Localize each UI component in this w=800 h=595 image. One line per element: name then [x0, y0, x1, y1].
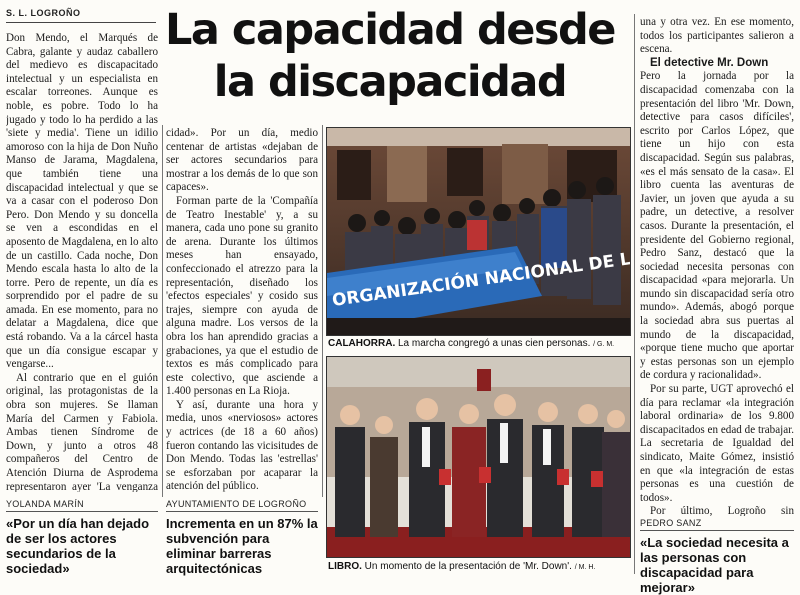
paragraph: cidad». Por un día, medio centenar de artistas «dejaban de ser actores secundarios para mostrar a los demás de lo que son capaces».: [166, 127, 318, 194]
section-subhead: El detective Mr. Down: [650, 56, 769, 69]
caption-place: CALAHORRA.: [328, 338, 396, 349]
paragraph: Don Mendo, el Marqués de Cabra, galante y audaz caballero del medievo es discapacitado intelectual y un especialista en escalar torreones. Aunque es noble, es pobre. Todo lo ha jugado y todo lo ha perdido a las 'siete y media'. Tiene un idilio amoroso con la hija de Don Nuño Manso de Jarama, Magdalena, que también tiene una discapacidad intelectual y que se va a casar con el poderoso Don Pero. Don Mendo y su doncella se ven a escondidas en el aposento de Magdalena, en lo alto de un castillo. Cada noche, Don Mendo escala hasta lo alto de la torre. Pero de repente, un día es sorprendido por el padre de su amada. En ese momento, para no delatar a Magdalena, dice que está robando. Va a la cárcel hasta que un día consigue escapar y vengarse...: [6, 32, 158, 371]
column-rule: [162, 125, 163, 497]
headline-line-2: la discapacidad: [213, 57, 567, 107]
paragraph: Por su parte, UGT aprovechó el día para reclamar «la integración laboral ordinaria» de los 9.800 discapacitados en edad de trabajar. La secretaria de Igualdad del sindicato, Maite Gómez, insistió en que «la integración de estas personas es una cuestión de todos».: [640, 383, 794, 504]
pull-quote-pedro-sanz: [640, 518, 794, 595]
article-column-2: [166, 127, 318, 492]
pull-quote-text: Incrementa en un 87% la subvención para eliminar barreras arquitectónicas: [166, 516, 318, 576]
banner-text: ORGANIZACIÓN NACIONAL DE LAS: [330, 245, 630, 311]
paragraph: Y así, durante una hora y media, unos «nerviosos» actores y actrices (de 18 a 60 años) fueron contando las vicisitudes de Don Mendo. Todas las 'estrellas' se esforzaban por acaparar la atención del público.: [166, 398, 318, 492]
column-rule: [634, 14, 635, 574]
article-column-1: [6, 32, 158, 492]
pull-quote-ayuntamiento: [166, 499, 318, 576]
pull-quote-label: PEDRO SANZ: [640, 518, 794, 531]
caption-credit: / M. H.: [574, 564, 596, 571]
headline-line-1: La capacidad desde: [165, 5, 615, 55]
column-rule: [322, 125, 323, 497]
byline-rule: [6, 22, 156, 23]
paragraph: Por último, Logroño sin: [650, 505, 794, 516]
photo-mr-down-presentation: [326, 356, 631, 558]
byline: S. L. LOGROÑO: [6, 8, 81, 18]
paragraph: Pero la jornada por la discapacidad comenzaba con la presentación del libro 'Mr. Down, detective para casos difíciles', escrito por Carlos López, que tiene un hijo con esta discapacidad. Según sus palabras, «es el más sensato de la casa». El libro cuenta las aventuras de Javier, un joven que ayuda a su padre, un detective, a resolver casos. Durante la presentación, el presidente del Gobierno regional, Pedro Sanz, destacó que la sociedad necesita personas con discapacidad «para mejorarla. Un mundo sin discapacidad sería otro mundo». Además, abogó porque la sociedad abra sus puertas al mundo de la discapacidad, «porque tiene mucho que aportar y estas personas son un ejemplo de cordura y racionalidad».: [640, 70, 794, 382]
paragraph: Forman parte de la 'Compañía de Teatro Inestable' y, a su manera, cada uno pone su granito de arena. Durante los últimos meses han ensayado, confeccionado el atrezzo para la representación, diseñado los 'efectos especiales' y cosido sus trajes, siempre con ayuda de alguna madre. Los versos de la obra los han aprendido gracias a grabaciones, ya que el estudio de textos es más complicado para este colectivo, que asciende a 1.400 personas en La Rioja.: [166, 194, 318, 398]
paragraph: Al contrario que en el guión original, las protagonistas de la obra son mujeres. Se llaman María del Carmen y Fabiola. Ambas tienen Síndrome de Down, y junto a otros 48 compañeros del Centro de Atención Diurna de Asprodema representaron ayer 'La venganza: [6, 371, 158, 492]
caption-text: Un momento de la presentación de 'Mr. Down'.: [364, 561, 572, 572]
photo-1-caption: [328, 338, 628, 351]
pull-quote-label: YOLANDA MARÍN: [6, 499, 158, 512]
pull-quote-text: «Por un día han dejado de ser los actores secundarios de la sociedad»: [6, 516, 150, 576]
paragraph: una y otra vez. En ese momento, todos los participantes salieron a escena.: [640, 16, 794, 56]
march-photo-illustration: [327, 128, 630, 335]
photo-2-caption: [328, 561, 628, 574]
caption-place: LIBRO.: [328, 561, 362, 572]
photo-calahorra-march: [326, 127, 631, 336]
pull-quote-text: «La sociedad necesita a las personas con discapacidad para mejorar»: [640, 535, 789, 595]
caption-credit: / G. M.: [593, 341, 615, 348]
caption-text: La marcha congregó a unas cien personas.: [398, 338, 591, 349]
pull-quote-label: AYUNTAMIENTO DE LOGROÑO: [166, 499, 318, 512]
headline: [165, 4, 615, 108]
presentation-photo-illustration: [327, 357, 630, 557]
article-column-4: [640, 16, 794, 516]
pull-quote-yolanda-marin: [6, 499, 158, 576]
